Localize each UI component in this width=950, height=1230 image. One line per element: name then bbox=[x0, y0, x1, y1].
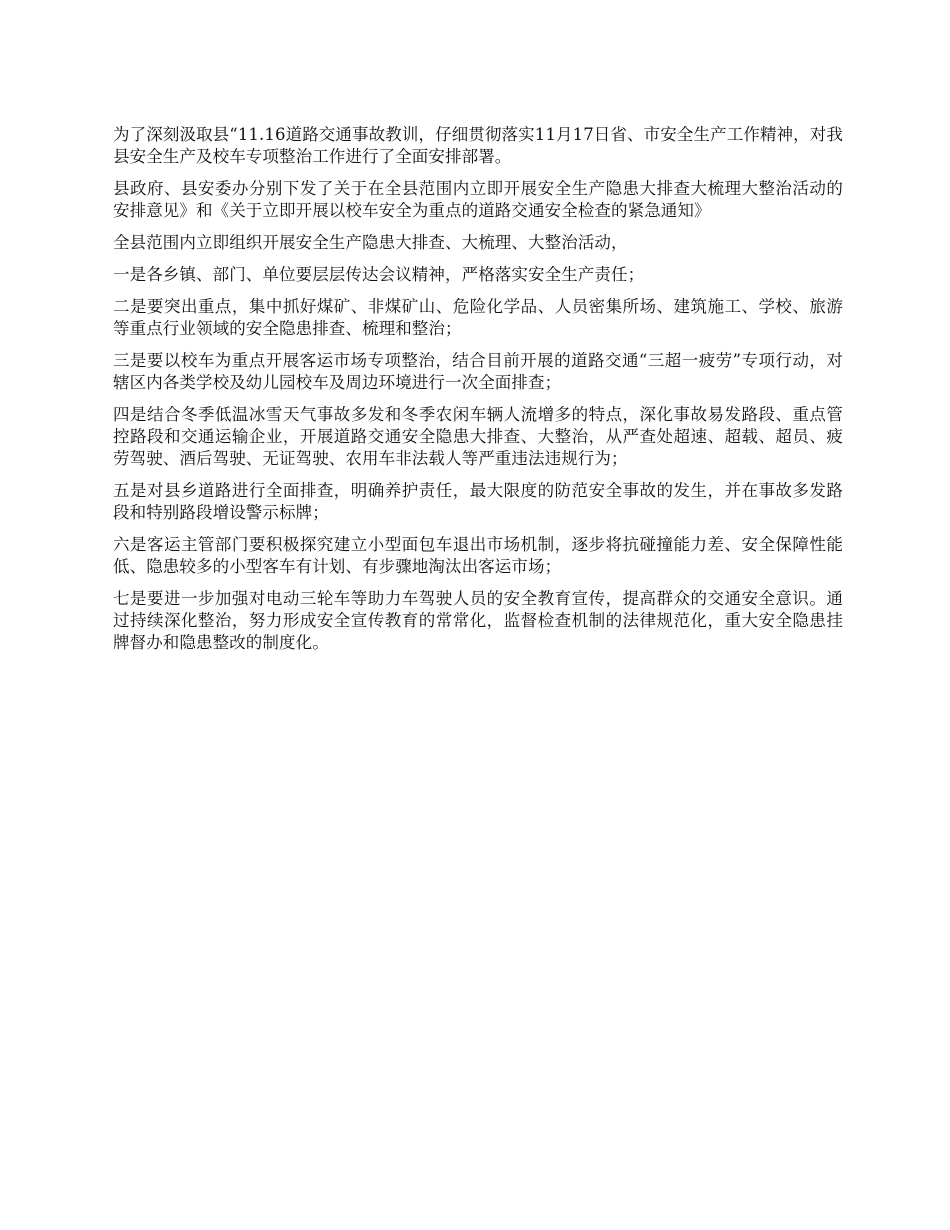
paragraph-item-2: 二是要突出重点，集中抓好煤矿、非煤矿山、危险化学品、人员密集所场、建筑施工、学校、旅游等重点行业领域的安全隐患排查、梳理和整治； bbox=[113, 297, 843, 338]
paragraph-item-4: 四是结合冬季低温冰雪天气事故多发和冬季农闲车辆人流增多的特点，深化事故易发路段、重点管控路段和交通运输企业，开展道路交通安全隐患大排查、大整治，从严查处超速、超载、超员、疲劳驾驶、酒后驾驶、无证驾驶、农用车非法载人等严重违法违规行为； bbox=[113, 405, 843, 468]
paragraph-item-6: 六是客运主管部门要积极探究建立小型面包车退出市场机制，逐步将抗碰撞能力差、安全保障性能低、隐患较多的小型客车有计划、有步骤地淘汰出客运市场； bbox=[113, 535, 843, 576]
paragraph-campaign: 全县范围内立即组织开展安全生产隐患大排查、大梳理、大整治活动， bbox=[113, 233, 628, 252]
document-body bbox=[113, 124, 843, 664]
paragraph-item-1: 一是各乡镇、部门、单位要层层传达会议精神，严格落实安全生产责任； bbox=[113, 265, 645, 284]
paragraph-notices: 县政府、县安委办分别下发了关于在全县范围内立即开展安全生产隐患大排查大梳理大整治活动的安排意见》和《关于立即开展以校车安全为重点的道路交通安全检查的紧急通知》 bbox=[113, 179, 843, 220]
paragraph-intro: 为了深刻汲取县“11.16道路交通事故教训，仔细贯彻落实11月17日省、市安全生产工作精神，对我县安全生产及校车专项整治工作进行了全面安排部署。 bbox=[113, 125, 843, 166]
paragraph-item-3: 三是要以校车为重点开展客运市场专项整治，结合目前开展的道路交通“三超一疲劳”专项行动，对辖区内各类学校及幼儿园校车及周边环境进行一次全面排查； bbox=[113, 351, 843, 392]
paragraph-item-7: 七是要进一步加强对电动三轮车等助力车驾驶人员的安全教育宣传，提高群众的交通安全意识。通过持续深化整治，努力形成安全宣传教育的常常化，监督检查机制的法律规范化，重大安全隐患挂牌督办和隐患整改的制度化。 bbox=[113, 589, 843, 652]
paragraph-item-5: 五是对县乡道路进行全面排查，明确养护责任，最大限度的防范安全事故的发生，并在事故多发路段和特别路段增设警示标牌； bbox=[113, 481, 843, 522]
